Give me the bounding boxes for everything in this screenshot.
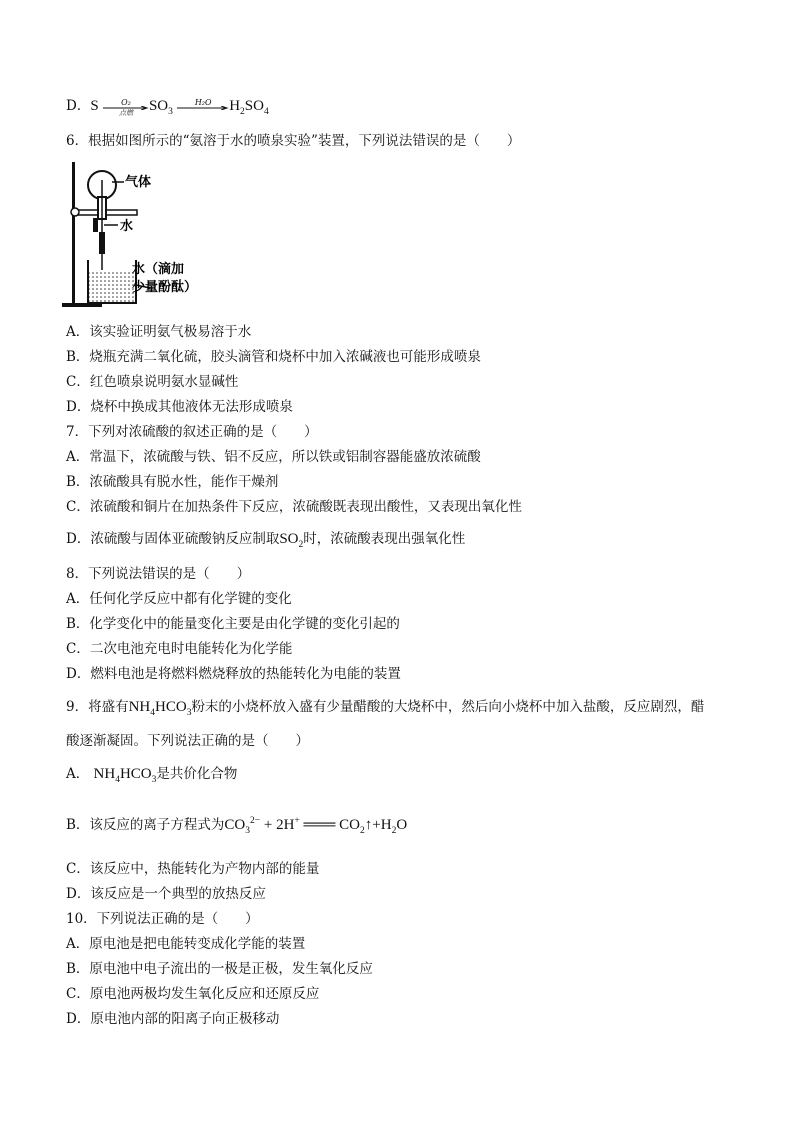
q10-option-d: D．原电池内部的阳离子向正极移动 <box>66 1011 280 1027</box>
q8-stem: 8．下列说法错误的是（ ） <box>66 566 251 582</box>
q9-option-c: C．该反应中，热能转化为产物内部的能量 <box>66 861 320 877</box>
nh4hco3-formula: $NH_4HCO_3$ <box>93 766 157 785</box>
label-water: 水 <box>120 219 134 234</box>
arrow-condition-top: O₂ <box>121 97 131 107</box>
q8-option-d: D．燃料电池是将燃料燃烧释放的热能转化为电能的装置 <box>66 666 401 682</box>
stand-rod <box>72 162 75 305</box>
so2-formula: $SO_2$ <box>279 531 304 550</box>
label-beaker-1: 水（滴加 <box>132 262 185 277</box>
q10-option-c: C．原电池两极均发生氧化反应和还原反应 <box>66 986 320 1002</box>
ionic-equation: $CO_3^{2-} + 2H^+$ ═══ $CO_2↑+H_2O$ <box>224 816 408 836</box>
reaction-arrow-2 <box>177 98 229 116</box>
q6-option-c: C．红色喷泉说明氨水显碱性 <box>66 374 239 390</box>
q10-stem: 10．下列说法正确的是（ ） <box>66 911 259 927</box>
q6-option-b: B．烧瓶充满二氧化硫，胶头滴管和烧杯中加入浓碱液也可能形成喷泉 <box>66 349 481 365</box>
q7-option-a: A．常温下，浓硫酸与铁、铝不反应，所以铁或铝制容器能盛放浓硫酸 <box>66 449 481 465</box>
q6-stem: 6．根据如图所示的“氨溶于水的喷泉实验”装置，下列说法错误的是（ ） <box>66 133 521 149</box>
sulfur-formula: S <box>90 98 99 114</box>
q8-option-b: B．化学变化中的能量变化主要是由化学键的变化引起的 <box>66 616 400 632</box>
q8-option-a: A．任何化学反应中都有化学键的变化 <box>66 591 292 607</box>
q9-option-d: D．该反应是一个典型的放热反应 <box>66 886 266 902</box>
h2so4-formula: $H_2SO_4$ <box>229 98 269 117</box>
q9-option-b: B．该反应的离子方程式为$CO_3^{2-} + 2H^+$ ═══ $CO_2↑+H_2O$ <box>66 816 408 836</box>
option-label: D． <box>66 98 91 114</box>
q7-stem: 7．下列对浓硫酸的叙述正确的是（ ） <box>66 424 318 440</box>
q10-option-b: B．原电池中电子流出的一极是正极，发生氧化反应 <box>66 961 373 977</box>
q7-option-b: B．浓硫酸具有脱水性，能作干燥剂 <box>66 474 279 490</box>
q7-option-c: C．浓硫酸和铜片在加热条件下反应，浓硫酸既表现出酸性，又表现出氧化性 <box>66 499 522 515</box>
so3-formula: $SO_3$ <box>148 98 173 117</box>
q9-stem-line1: 9．将盛有$NH_4HCO_3$粉末的小烧杯放入盛有少量醋酸的大烧杯中，然后向小烧杯中加入盐酸，反应剧烈，醋 <box>66 699 705 718</box>
q9-option-a: A． $NH_4HCO_3$是共价化合物 <box>66 766 238 785</box>
dropper <box>93 218 98 232</box>
q7-option-d: D．浓硫酸与固体亚硫酸钠反应制取$SO_2$时，浓硫酸表现出强氧化性 <box>66 531 466 550</box>
reaction-arrow-1 <box>103 98 149 116</box>
q6-option-d: D．烧杯中换成其他液体无法形成喷泉 <box>66 399 293 415</box>
q6-option-a: A．该实验证明氨气极易溶于水 <box>66 324 252 340</box>
q10-option-a: A．原电池是把电能转变成化学能的装置 <box>66 936 306 952</box>
q5-option-d <box>66 97 269 116</box>
label-gas: 气体 <box>125 175 152 190</box>
fountain-apparatus-figure <box>60 160 210 310</box>
label-beaker-2: 少量酚酞） <box>132 280 198 295</box>
q9-stem-line2: 酸逐渐凝固。下列说法正确的是（ ） <box>66 733 309 749</box>
q8-option-c: C．二次电池充电时电能转化为化学能 <box>66 641 293 657</box>
arrow-condition-bottom: 点燃 <box>118 108 133 117</box>
nh4hco3-formula: $NH_4HCO_3$ <box>128 699 192 718</box>
arrow-condition-top: H₂O <box>194 97 212 107</box>
